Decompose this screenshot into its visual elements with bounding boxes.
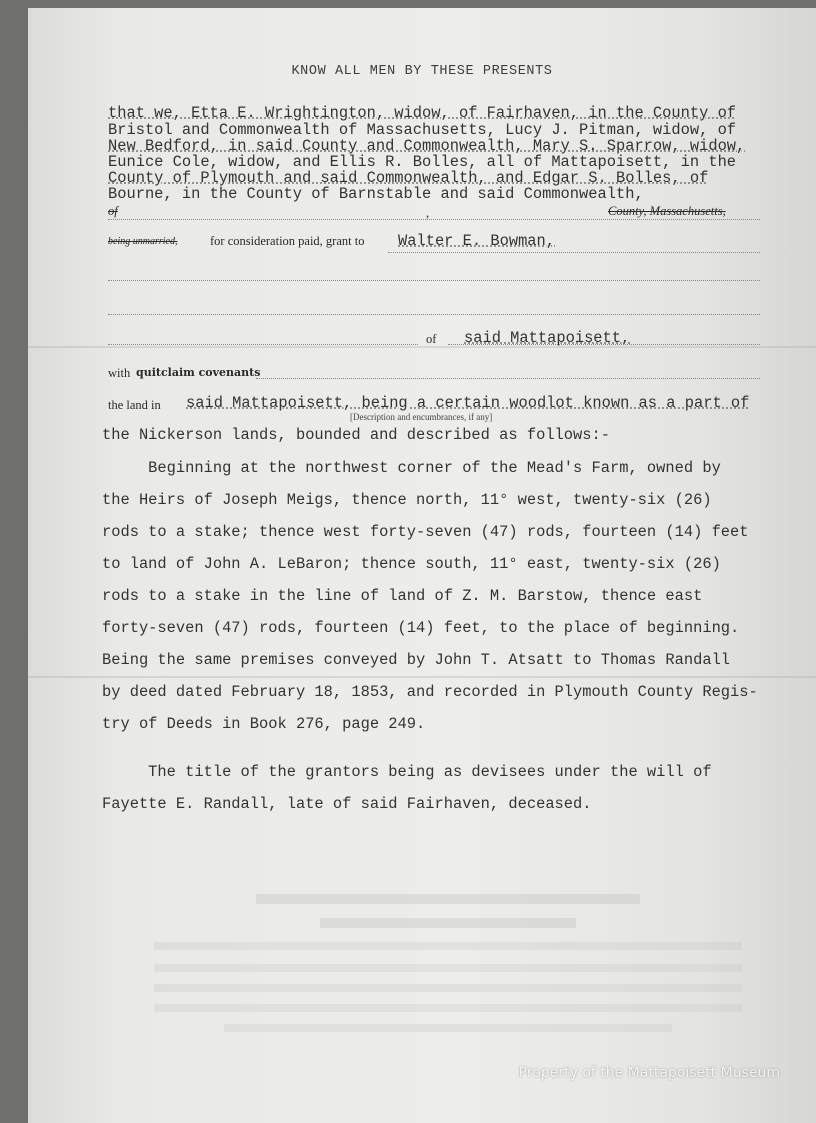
description-line: rods to a stake; thence west forty-seven (47) rods, fourteen (14) feet — [102, 523, 749, 541]
grantee-name: Walter E. Bowman, — [398, 232, 556, 250]
form-dotted-line — [108, 344, 418, 345]
description-line: the Nickerson lands, bounded and described as follows:- — [102, 426, 610, 444]
fold-line — [28, 346, 816, 348]
land-label: the land in — [108, 398, 161, 412]
grantor-line: Bourne, in the County of Barnstable and said Commonwealth, — [108, 185, 644, 203]
description-line: rods to a stake in the line of land of Z. M. Barstow, thence east — [102, 587, 703, 605]
form-dotted-line — [108, 219, 760, 220]
description-line: forty-seven (47) rods, fourteen (14) feet, to the place of beginning. — [102, 619, 740, 637]
description-caption: [Description and encumbrances, if any] — [350, 412, 493, 422]
covenants-label: quitclaim covenants — [136, 366, 261, 379]
of-label: of — [108, 204, 118, 218]
marital-status-label: being unmarried, — [108, 236, 178, 247]
title-line: The title of the grantors being as devisees under the will of — [102, 763, 712, 781]
deed-paper — [28, 8, 816, 1123]
description-line: Beginning at the northwest corner of the Mead's Farm, owned by — [102, 459, 721, 477]
comma-mark: , — [426, 206, 430, 220]
form-dotted-line — [108, 314, 760, 315]
form-dotted-line — [448, 344, 760, 345]
bleed-through-text — [128, 888, 768, 1058]
of-label-2: of — [426, 332, 437, 346]
grantor-line: New Bedford, in said County and Commonwealth, Mary S. Sparrow, widow, — [108, 137, 746, 155]
consideration-label: for consideration paid, grant to — [210, 234, 365, 248]
grantor-line: that we, Etta E. Wrightington, widow, of Fairhaven, in the County of — [108, 104, 737, 122]
form-dotted-line — [388, 252, 760, 253]
grantor-line: County of Plymouth and said Commonwealth, and Edgar S. Bolles, of — [108, 169, 709, 187]
grantee-residence: said Mattapoisett, — [464, 329, 631, 347]
title-line: Fayette E. Randall, late of said Fairhaven, deceased. — [102, 795, 592, 813]
description-line: by deed dated February 18, 1853, and recorded in Plymouth County Regis- — [102, 683, 758, 701]
fold-line — [28, 676, 816, 678]
museum-watermark: Property of the Mattapoisett Museum — [518, 1065, 780, 1081]
grantor-line: Eunice Cole, widow, and Ellis R. Bolles, all of Mattapoisett, in the — [108, 153, 737, 171]
county-label: County, Massachusetts, — [608, 204, 726, 218]
document-heading: KNOW ALL MEN BY THESE PRESENTS — [291, 64, 553, 79]
with-label: with — [108, 366, 131, 380]
description-line: try of Deeds in Book 276, page 249. — [102, 715, 426, 733]
description-line: Being the same premises conveyed by John T. Atsatt to Thomas Randall — [102, 651, 731, 669]
description-line: to land of John A. LeBaron; thence south, 11° east, twenty-six (26) — [102, 555, 721, 573]
form-dotted-line — [256, 378, 760, 379]
grantor-line: Bristol and Commonwealth of Massachusetts, Lucy J. Pitman, widow, of — [108, 121, 737, 139]
description-line: the Heirs of Joseph Meigs, thence north, 11° west, twenty-six (26) — [102, 491, 712, 509]
land-location-text: said Mattapoisett, being a certain woodlot known as a part of — [186, 394, 750, 412]
form-dotted-line — [108, 280, 760, 281]
